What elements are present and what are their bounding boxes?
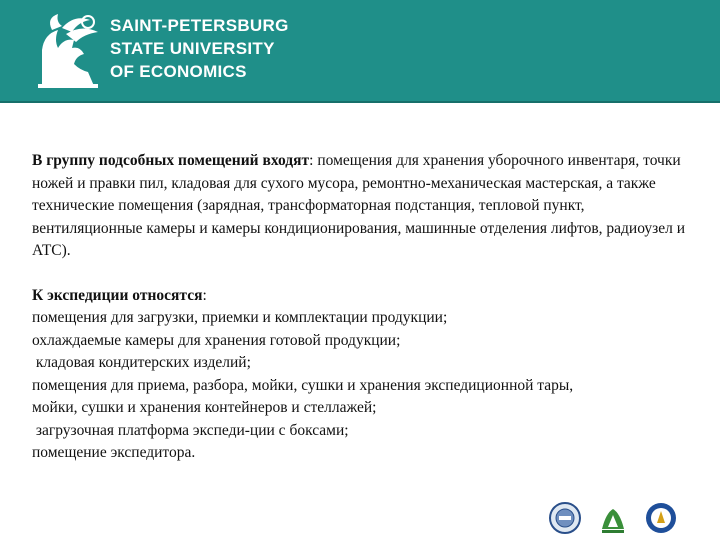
footer-logos: [548, 498, 678, 538]
seal-logo-icon: [548, 501, 582, 535]
expedition-item: помещение экспедитора.: [32, 444, 196, 461]
paragraph-expedition: [32, 285, 692, 465]
header-banner: [0, 0, 720, 101]
header-divider: [0, 101, 720, 103]
university-name-line1: SAINT-PETERSBURG: [110, 16, 289, 35]
expedition-item: помещения для приема, разбора, мойки, сушки и хранения экспедиционной тары,: [32, 376, 574, 394]
paragraph-gap: [32, 263, 692, 285]
university-name-line3: OF ECONOMICS: [110, 62, 247, 81]
slide-body: [32, 150, 692, 465]
emblem-logo-icon: [644, 501, 678, 535]
paragraph-auxiliary-rooms-lead: В группу подсобных помещений входят: [32, 152, 310, 169]
paragraph-auxiliary-rooms-text: : помещения для хранения уборочного инвентаря, точки ножей и правки пил, кладовая для сухого мусора, ремонтно-механическая мастерская, а также технические помещения (зарядная, трансформаторная подстанция, тепловой пункт, вентиляционные камеры и камеры кондиционирования, машинные отделения лифтов, радиоузел и АТС).: [32, 152, 686, 259]
paragraph-expedition-lead: К экспедиции относятся: [32, 286, 203, 304]
university-name-line2: STATE UNIVERSITY: [110, 39, 275, 58]
griffin-logo-icon: [28, 10, 108, 92]
expedition-item: мойки, сушки и хранения контейнеров и стеллажей;: [32, 399, 377, 416]
expedition-item: загрузочная платформа экспеди-ции с боксами;: [32, 421, 349, 439]
university-name: [110, 14, 289, 83]
unesco-logo-icon: [596, 501, 630, 535]
expedition-item: помещения для загрузки, приемки и комплектации продукции;: [32, 309, 448, 326]
paragraph-auxiliary-rooms: [32, 150, 692, 263]
paragraph-expedition-colon: :: [202, 286, 207, 304]
expedition-item: кладовая кондитерских изделий;: [32, 354, 251, 371]
expedition-item: охлаждаемые камеры для хранения готовой продукции;: [32, 331, 401, 349]
